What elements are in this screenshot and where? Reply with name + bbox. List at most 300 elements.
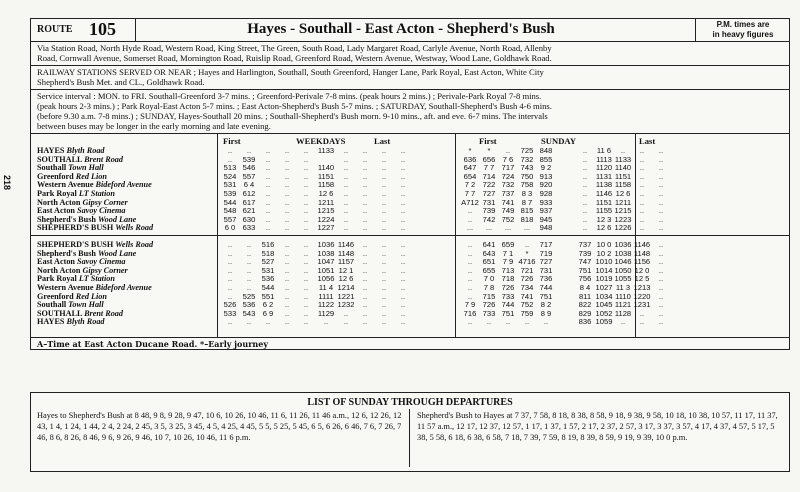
- sunday-time: ..: [658, 154, 664, 164]
- weekday-time: 1214: [337, 283, 355, 292]
- stop-name: Shepherd's Bush: [37, 214, 96, 224]
- weekday-time: 531: [261, 265, 275, 275]
- weekday-time: ..: [284, 300, 290, 310]
- sunday-time: 651: [482, 257, 496, 267]
- stop-name: North Acton: [37, 265, 81, 275]
- sunday-time: ..: [582, 154, 588, 164]
- weekday-time: ..: [362, 283, 368, 292]
- weekday-time: ..: [362, 308, 368, 318]
- sunday-time: 829: [578, 308, 592, 318]
- weekday-time: ..: [343, 214, 349, 224]
- stop-place: Wood Lane: [97, 248, 137, 258]
- sunday-time: ..: [467, 265, 473, 275]
- weekday-time: ..: [227, 317, 233, 327]
- sunday-time: 11 6: [596, 146, 612, 155]
- weekday-time: ..: [343, 163, 349, 173]
- sunday-time: 636: [463, 154, 477, 164]
- weekday-time: ..: [303, 317, 309, 327]
- weekday-time: ..: [227, 248, 233, 258]
- weekday-time: 536: [261, 274, 275, 284]
- stop-place: LT Station: [78, 274, 115, 284]
- weekday-time: 544: [223, 197, 237, 207]
- via-line-2: Road, Cornwall Avenue, Somerset Road, Mornington Road, Ruislip Road, Greenford Road, Western Avenue, Westway, Wood Lane, Goldhawk Road.: [37, 53, 552, 63]
- weekday-time: ..: [400, 300, 406, 310]
- weekday-time: ..: [284, 214, 290, 224]
- sunday-time: ..: [658, 171, 664, 181]
- weekday-time: ..: [381, 257, 387, 267]
- sunday-time: ..: [486, 317, 492, 327]
- sunday-time: 811: [578, 291, 592, 301]
- sunday-time: ..: [467, 257, 473, 267]
- sunday-time: ..: [467, 317, 473, 327]
- service-line-3: (before 9.30 a.m. 7-8 mins.) ; SUNDAY, Hayes-Southall 20 mins. ; Southall-Shepherd's Bush morn. 9-10 mins., aft. and eve. 6-7 mins. The intervals: [37, 111, 548, 121]
- weekday-time: ..: [284, 240, 290, 249]
- sunday-time: ..: [658, 265, 664, 275]
- weekday-time: 548: [223, 206, 237, 216]
- weekday-time: ..: [284, 146, 290, 155]
- sunday-time: *: [525, 248, 529, 258]
- weekday-time: ..: [284, 291, 290, 301]
- weekday-time: ..: [284, 197, 290, 207]
- weekday-time: ..: [400, 214, 406, 224]
- weekday-time: 525: [242, 291, 256, 301]
- sunday-time: 1055: [614, 274, 632, 284]
- sunday-time: 750: [520, 171, 534, 181]
- sunday-time: 1156: [633, 257, 651, 267]
- sunday-time: 1128: [614, 308, 632, 318]
- weekday-time: ..: [303, 180, 309, 190]
- weekday-time: ..: [303, 154, 309, 164]
- weekday-time: 1215: [317, 206, 335, 216]
- weekday-time: 1221: [337, 291, 355, 301]
- stop-name: Shepherd's Bush: [37, 248, 96, 258]
- sunday-time: 933: [539, 197, 553, 207]
- sunday-time: ..: [467, 248, 473, 258]
- sunday-time: 1059: [595, 317, 613, 327]
- weekday-time: ..: [284, 308, 290, 318]
- sunday-time: 12 0: [634, 265, 650, 275]
- weekday-time: ..: [362, 291, 368, 301]
- weekday-time: ..: [362, 317, 368, 327]
- sunday-time: ..: [639, 317, 645, 327]
- weekday-time: 533: [223, 308, 237, 318]
- weekday-time: ..: [303, 206, 309, 216]
- weekday-time: ..: [284, 206, 290, 216]
- sunday-time: 7 0: [483, 274, 495, 284]
- weekday-time: 1036: [317, 240, 335, 249]
- sunday-time: 1158: [614, 180, 632, 190]
- sunday-time: 741: [520, 291, 534, 301]
- sunday-time: ...: [466, 223, 474, 233]
- sunday-time: 1121: [614, 300, 632, 310]
- sunday-time: 737: [578, 240, 592, 249]
- sunday-time: 726: [501, 283, 515, 292]
- sunday-time: ..: [658, 317, 664, 327]
- sunday-time: 1215: [614, 206, 632, 216]
- sunday-time: 1138: [595, 180, 613, 190]
- sunday-time: 747: [578, 257, 592, 267]
- weekday-time: 546: [242, 163, 256, 173]
- sunday-label: SUNDAY: [541, 136, 577, 146]
- weekday-time: ..: [381, 171, 387, 181]
- service-line-4: between buses may be longer in the early morning and late evening.: [37, 121, 271, 131]
- weekday-time: ..: [246, 283, 252, 292]
- stop-place: Town Hall: [68, 300, 104, 310]
- sunday-time: 1120: [595, 163, 613, 173]
- weekday-time: ..: [246, 146, 252, 155]
- sunday-time: ..: [639, 197, 645, 207]
- weekday-time: 513: [223, 163, 237, 173]
- sunday-time: ..: [658, 257, 664, 267]
- weekday-time: ..: [362, 146, 368, 155]
- sunday-time: ..: [582, 206, 588, 216]
- sunday-time: A712: [461, 197, 479, 207]
- sunday-time: 7 9: [464, 300, 476, 310]
- sunday-time: 654: [463, 171, 477, 181]
- weekday-time: ..: [362, 240, 368, 249]
- weekday-time: 12 6: [318, 189, 334, 198]
- sunday-time: ..: [639, 189, 645, 198]
- route-timetable: [30, 18, 790, 350]
- stop-outbound: [37, 223, 153, 232]
- sunday-time: 836: [578, 317, 592, 327]
- weekday-time: ..: [381, 146, 387, 155]
- stop-place: Blyth Road: [66, 317, 105, 327]
- sunday-time: 1110: [615, 291, 631, 301]
- sunday-time: 1213: [633, 283, 651, 292]
- weekday-time: 1232: [337, 300, 355, 310]
- sunday-time: ..: [620, 317, 626, 327]
- weekday-time: ..: [265, 197, 271, 207]
- weekday-time: ..: [381, 240, 387, 249]
- sunday-time: 10 0: [596, 240, 612, 249]
- weekday-time: ..: [362, 214, 368, 224]
- weekday-time: ..: [227, 146, 233, 155]
- weekday-time: ..: [265, 154, 271, 164]
- stop-name: East Acton: [37, 206, 75, 216]
- weekday-time: ..: [343, 308, 349, 318]
- sunday-time: 759: [520, 308, 534, 318]
- stations-line-1: RAILWAY STATIONS SERVED OR NEAR ; Hayes and Harlington, Southall, South Greenford, Hanger Lane, Park Royal, East Acton, White City: [37, 67, 544, 77]
- sunday-time: 1146: [633, 240, 651, 249]
- weekday-time: ..: [303, 291, 309, 301]
- sunday-time: 7 1: [502, 248, 514, 258]
- sunday-time: ..: [658, 248, 664, 258]
- sunday-time: 641: [482, 240, 496, 249]
- weekday-time: ..: [227, 257, 233, 267]
- stop-name: North Acton: [37, 197, 81, 207]
- sunday-time: 1220: [633, 291, 651, 301]
- weekday-time: ..: [400, 317, 406, 327]
- weekday-time: ..: [265, 223, 271, 233]
- sunday-time: 721: [520, 265, 534, 275]
- weekday-time: ..: [381, 214, 387, 224]
- sunday-time: 948: [539, 223, 553, 233]
- weekday-time: ..: [362, 163, 368, 173]
- sunday-time: 749: [501, 206, 515, 216]
- weekday-time: ..: [381, 291, 387, 301]
- sunday-time: ..: [658, 308, 664, 318]
- sunday-time: 928: [539, 189, 553, 198]
- sunday-time: 815: [520, 206, 534, 216]
- sunday-time: ..: [658, 214, 664, 224]
- weekday-time: ..: [303, 257, 309, 267]
- stop-place: Bideford Avenue: [95, 283, 152, 292]
- stop-name: Southall: [37, 163, 67, 173]
- weekdays-label: WEEKDAYS: [296, 136, 346, 146]
- weekday-time: ..: [303, 274, 309, 284]
- weekday-time: 1056: [317, 274, 335, 284]
- sunday-time: 7 9: [502, 257, 514, 267]
- pm-note: P.M. times are in heavy figures: [712, 20, 774, 39]
- weekday-time: ..: [343, 206, 349, 216]
- weekday-time: 1227: [317, 223, 335, 233]
- sunday-time: 12 3: [596, 214, 612, 224]
- sunday-time: ..: [639, 308, 645, 318]
- weekday-time: 518: [261, 248, 275, 258]
- sunday-time: ..: [639, 180, 645, 190]
- stop-place: Red Lion: [75, 291, 107, 301]
- weekday-time: ..: [265, 180, 271, 190]
- sunday-time: 656: [482, 154, 496, 164]
- weekday-time: ..: [246, 240, 252, 249]
- weekday-time: 527: [261, 257, 275, 267]
- weekday-time: ..: [265, 163, 271, 173]
- sunday-time: 7 7: [464, 189, 476, 198]
- weekday-time: ..: [323, 317, 329, 327]
- sunday-time: ..: [467, 240, 473, 249]
- weekday-time: 1224: [317, 214, 335, 224]
- weekday-time: ..: [362, 265, 368, 275]
- weekday-time: ..: [303, 265, 309, 275]
- sunday-time: 758: [520, 180, 534, 190]
- sunday-time: 7 6: [502, 154, 514, 164]
- weekday-time: 1047: [317, 257, 335, 267]
- route-label: ROUTE: [37, 24, 73, 35]
- sunday-time: 1027: [595, 283, 613, 292]
- sunday-time: ..: [658, 197, 664, 207]
- via-line-1: Via Station Road, North Hyde Road, Western Road, King Street, The Green, South Road, Lady Margaret Road, Carlyle Avenue, North Road, Allenby: [37, 43, 552, 53]
- sunday-through-eastbound: Shepherd's Bush to Hayes at 7 37, 7 58, 8 18, 8 38, 8 58, 9 18, 9 38, 9 58, 10 18, 10 38, 10 57, 11 17, 11 37, 11 57 a.m., 12 17, 12 37, 12 57, 1 17, 1 37, 1 57, 2 17, 2 37, 2 57, 3 17, 3 37, 3 57, 4 17, 4 37, 4 57, 5 17, 5 38, 5 58, 6 18, 6 38, 6 58, 7 18, 7 39, 7 59, 8 19, 8 39, 8 59, 9 19, 9 39, 10 0 p.m.: [417, 411, 778, 442]
- weekday-time: ..: [284, 154, 290, 164]
- sunday-time: 722: [482, 180, 496, 190]
- sunday-time: 8 2: [540, 300, 552, 310]
- sunday-time: ..: [658, 240, 664, 249]
- sunday-time: 7 8: [483, 283, 495, 292]
- stop-name: Southall: [37, 300, 67, 310]
- sunday-time: 739: [482, 206, 496, 216]
- weekday-time: 543: [242, 308, 256, 318]
- route-number: 105: [89, 19, 116, 39]
- weekday-time: ..: [381, 317, 387, 327]
- sunday-time: 8 9: [540, 308, 552, 318]
- sunday-time: 8 7: [521, 197, 533, 207]
- weekday-time: ..: [362, 300, 368, 310]
- weekday-time: ..: [400, 257, 406, 267]
- weekday-time: 12 6: [338, 274, 354, 284]
- stop-name: Greenford: [37, 291, 74, 301]
- weekday-time: 1133: [317, 146, 335, 155]
- sunday-time: ..: [658, 189, 664, 198]
- weekday-time: ..: [400, 308, 406, 318]
- weekday-time: ..: [227, 240, 233, 249]
- weekday-time: ..: [381, 163, 387, 173]
- sunday-time: 1019: [595, 274, 613, 284]
- weekday-last-label: Last: [374, 136, 391, 146]
- sunday-time: ..: [658, 283, 664, 292]
- weekday-time: ..: [343, 189, 349, 198]
- weekday-time: ..: [400, 206, 406, 216]
- sunday-time: 733: [501, 291, 515, 301]
- stop-place: Blyth Road: [66, 146, 105, 155]
- weekday-time: ..: [362, 223, 368, 233]
- weekday-time: ..: [381, 180, 387, 190]
- sunday-through-departures: [30, 392, 790, 472]
- stop-name: HAYES: [37, 146, 65, 155]
- sunday-time: ...: [504, 223, 512, 233]
- stop-name: SOUTHALL: [37, 154, 83, 164]
- weekday-time: ..: [303, 248, 309, 258]
- weekday-time: 557: [242, 171, 256, 181]
- sunday-time: 8 3: [521, 189, 533, 198]
- sunday-time: ..: [524, 317, 530, 327]
- weekday-time: ..: [400, 274, 406, 284]
- weekday-time: ..: [400, 180, 406, 190]
- weekday-time: 1146: [337, 240, 355, 249]
- sunday-time: 945: [539, 214, 553, 224]
- sunday-time: 920: [539, 180, 553, 190]
- sunday-time: ..: [582, 146, 588, 155]
- sunday-time: 1050: [614, 265, 632, 275]
- weekday-time: ..: [284, 180, 290, 190]
- sunday-time: 643: [482, 248, 496, 258]
- sunday-time: ..: [658, 163, 664, 173]
- sunday-time: ..: [543, 317, 549, 327]
- sunday-time: 756: [578, 274, 592, 284]
- weekday-time: 524: [223, 171, 237, 181]
- weekday-time: ..: [381, 283, 387, 292]
- weekday-time: ..: [303, 146, 309, 155]
- weekday-time: ..: [343, 317, 349, 327]
- weekday-time: 612: [242, 189, 256, 198]
- stop-place: Savoy Cinema: [77, 257, 126, 267]
- stop-name: SHEPHERD'S BUSH: [37, 223, 114, 233]
- sunday-time: 1010: [595, 257, 613, 267]
- stop-place: Town Hall: [68, 163, 104, 173]
- sunday-time: 1046: [614, 257, 632, 267]
- sunday-time: ..: [639, 214, 645, 224]
- sunday-time: ...: [523, 223, 531, 233]
- sunday-time: ..: [658, 274, 664, 284]
- stop-inbound: [37, 317, 105, 326]
- weekday-time: ..: [362, 257, 368, 267]
- weekday-time: ..: [343, 223, 349, 233]
- sunday-time: ..: [620, 146, 626, 155]
- sunday-time: ..: [582, 171, 588, 181]
- sunday-time: 744: [539, 283, 553, 292]
- weekday-time: ..: [362, 274, 368, 284]
- weekday-time: 12 1: [338, 265, 354, 275]
- sunday-time: 1052: [595, 308, 613, 318]
- sunday-time: 744: [501, 300, 515, 310]
- sunday-time: 659: [501, 240, 515, 249]
- weekday-time: 539: [223, 189, 237, 198]
- sunday-time: ..: [658, 300, 664, 310]
- sunday-time: 10 2: [596, 248, 612, 258]
- weekday-time: ..: [284, 317, 290, 327]
- sunday-time: 717: [501, 163, 515, 173]
- sunday-time: 12 5: [634, 274, 650, 284]
- sunday-time: 1113: [596, 154, 612, 164]
- weekday-time: 1211: [317, 197, 335, 207]
- weekday-time: ..: [381, 274, 387, 284]
- weekday-time: 6 4: [243, 180, 255, 190]
- sunday-time: 1155: [595, 206, 613, 216]
- sunday-time: ..: [505, 146, 511, 155]
- sunday-time: 742: [482, 214, 496, 224]
- weekday-time: 6 2: [262, 300, 274, 310]
- weekday-time: ..: [284, 274, 290, 284]
- sunday-time: 736: [539, 274, 553, 284]
- weekday-time: 531: [223, 180, 237, 190]
- sunday-time: 1211: [614, 197, 632, 207]
- sunday-time: 724: [501, 171, 515, 181]
- sunday-time: 737: [501, 189, 515, 198]
- sunday-time: 7 7: [483, 163, 495, 173]
- weekday-time: ..: [303, 223, 309, 233]
- weekday-time: ..: [343, 197, 349, 207]
- sunday-time: 719: [539, 248, 553, 258]
- sunday-time: ..: [467, 274, 473, 284]
- sunday-time: 4716: [518, 257, 536, 267]
- sunday-time: 1034: [595, 291, 613, 301]
- weekday-time: ..: [381, 308, 387, 318]
- sunday-time: 717: [539, 240, 553, 249]
- weekday-time: ..: [362, 248, 368, 258]
- weekday-time: ..: [400, 146, 406, 155]
- weekday-time: ..: [303, 300, 309, 310]
- weekday-time: ..: [362, 206, 368, 216]
- weekday-time: ..: [381, 197, 387, 207]
- weekday-time: ..: [400, 240, 406, 249]
- weekday-time: ..: [303, 163, 309, 173]
- weekday-first-label: First: [223, 136, 241, 146]
- sunday-time: 9 2: [540, 163, 552, 173]
- weekday-time: ..: [362, 171, 368, 181]
- weekday-time: ..: [400, 189, 406, 198]
- sunday-time: 913: [539, 171, 553, 181]
- weekday-time: 1122: [317, 300, 335, 310]
- weekday-time: 544: [261, 283, 275, 292]
- weekday-time: ..: [400, 163, 406, 173]
- weekday-time: ..: [265, 214, 271, 224]
- stop-place: Red Lion: [75, 171, 107, 181]
- sunday-time: 752: [520, 300, 534, 310]
- weekday-time: ..: [265, 146, 271, 155]
- sunday-time: ..: [582, 163, 588, 173]
- sunday-time: 731: [539, 265, 553, 275]
- sunday-time: 1133: [614, 154, 632, 164]
- sunday-time: 11 3: [615, 283, 631, 292]
- sunday-time: 7 2: [464, 180, 476, 190]
- sunday-last-label: Last: [639, 136, 656, 146]
- sunday-time: ..: [639, 154, 645, 164]
- sunday-time: ..: [639, 163, 645, 173]
- stop-place: Gipsy Corner: [82, 265, 128, 275]
- weekday-time: 1140: [317, 163, 335, 173]
- weekday-time: 1148: [337, 248, 355, 258]
- sunday-time: 1140: [614, 163, 632, 173]
